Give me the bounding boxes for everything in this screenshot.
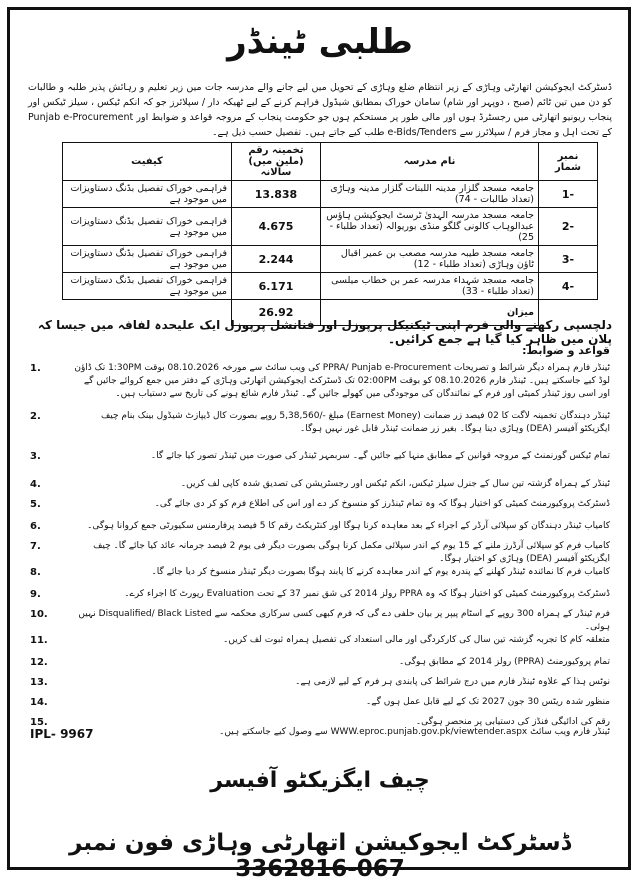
ipl-number: IPL- 9967 xyxy=(30,727,94,741)
header-amount-sub: سالانہ xyxy=(260,167,292,178)
table-row xyxy=(63,273,598,300)
rule-item xyxy=(30,588,610,608)
rule-item xyxy=(30,608,610,634)
table-row xyxy=(63,181,598,208)
header-serial: نمبر شمار xyxy=(539,143,598,181)
rule-text: ڈسٹرکٹ پروکیورمنٹ کمیٹی کو اختیار ہوگا کہ وہ PPRA رولز 2014 کی شق نمبر 37 کے تحت Evaluation رپورٹ کا اجراء کرے۔ xyxy=(124,589,610,599)
rule-item xyxy=(30,656,610,676)
rule-number: 11. xyxy=(30,635,48,646)
rule-number: 14. xyxy=(30,697,48,708)
row-amount: 4.675 xyxy=(232,208,321,246)
row-remarks: فراہمی خوراک تفصیل بڈنگ دستاویزات میں موجود ہے xyxy=(63,246,232,273)
table-row xyxy=(63,246,598,273)
rule-text: منظور شدہ ریٹس 30 جون 2027 تک کے لیے قابل عمل ہوں گے۔ xyxy=(366,697,610,707)
rule-text: تمام پروکیورمنٹ (PPRA) رولز 2014 کے مطابق ہوگی۔ xyxy=(399,657,610,667)
header-name: نام مدرسہ xyxy=(321,143,539,181)
page-title: طلبی ٹینڈر xyxy=(227,22,413,62)
rule-text: نوٹس ہذا کے علاوہ ٹینڈر فارم میں درج شرائط کی پابندی ہر فرم کے لیے لازمی ہے۔ xyxy=(295,677,610,687)
rule-number: 12. xyxy=(30,657,48,668)
rule-item xyxy=(30,540,610,566)
total-amount: 26.92 xyxy=(232,300,321,326)
rule-number: 9. xyxy=(30,589,41,600)
total-label: میزان xyxy=(321,300,539,326)
header-amount-label: تخمینہ رقم (ملین میں) xyxy=(248,145,304,167)
rule-item xyxy=(30,520,610,540)
rule-text: کامیاب فرم کا نمائندہ ٹینڈر کھلنے کے پندرہ یوم کے اندر معاہدہ کرنے کا پابند ہوگا بصورت دیگر ٹینڈر منسوخ کر دیا جائے گا۔ xyxy=(151,567,610,577)
rule-item xyxy=(30,696,610,716)
row-remarks: فراہمی خوراک تفصیل بڈنگ دستاویزات میں موجود ہے xyxy=(63,273,232,300)
rule-item xyxy=(30,634,610,656)
rule-number: 1. xyxy=(30,363,41,374)
rule-number: 3. xyxy=(30,451,41,462)
row-serial: -1 xyxy=(539,181,598,208)
header-remarks: کیفیت xyxy=(63,143,232,181)
rule-number: 8. xyxy=(30,567,41,578)
row-name: جامعہ مسجد مدرسہ الہدیٰ ٹرسٹ ایجوکیشن ہاؤس عبدالوہاب کالونی گلگو منڈی بوریوالہ (تعداد طلباء - 25) xyxy=(321,208,539,246)
row-serial: -4 xyxy=(539,273,598,300)
rule-text: تمام ٹیکس گورنمنٹ کے مروجہ قوانین کے مطابق منہا کیے جائیں گے۔ سربمہر ٹینڈر کی صورت میں ٹینڈر تصور کیا جائے گا۔ xyxy=(150,451,610,461)
rule-number: 2. xyxy=(30,411,41,422)
website-note: ٹینڈر فارم ویب سائٹ WWW.eproc.punjab.gov.pk/viewtender.aspx سے وصول کیے جاسکتے ہیں۔ xyxy=(219,727,610,737)
row-name: جامعہ مسجد گلزار مدینہ اللبنات گلزار مدینہ وہاڑی (تعداد طالبات - 74) xyxy=(321,181,539,208)
row-serial: -3 xyxy=(539,246,598,273)
rule-number: 7. xyxy=(30,541,41,552)
row-amount: 13.838 xyxy=(232,181,321,208)
rule-number: 5. xyxy=(30,499,41,510)
row-name: جامعہ مسجد طیبہ مدرسہ مصعب بن عمیر اقبال ٹاؤن وہاڑی (تعداد طلباء - 12) xyxy=(321,246,539,273)
rule-text: ٹینڈر فارم ہمراہ دیگر شرائط و تصریحات PPRA/ Punjab e-Procurement کی ویب سائٹ سے مورخہ 08.10.2026 بوقت 1:30PM تک ڈاؤن لوڈ کیے جاسکتے ہیں۔ ٹینڈر فارم 08.10.2026 کو بوقت 02:00PM تک ڈسٹرکٹ ایجوکیشن اتھارٹی وہاڑی کے دفتر میں جمع کروائے جائیں گے اور اسی روز ٹینڈر کمیٹی اور فرم کے نمائندگان کی موجودگی میں کھولے جائیں گے۔ ٹینڈر فارم شائع ہونے کی تاریخ سے دستیاب ہیں۔ xyxy=(74,363,610,399)
rule-text: ڈسٹرکٹ پروکیورمنٹ کمیٹی کو اختیار ہوگا کہ وہ تمام ٹینڈرز کو منسوخ کر دے اور اس کی اطلاع فرم کو کر دی جائے گی۔ xyxy=(154,499,610,509)
rule-item xyxy=(30,676,610,696)
rule-text: متعلقہ کام کا تجربہ گزشتہ تین سال کی کارکردگی اور مالی استعداد کی تفصیل ہمراہ ثبوت لف کریں۔ xyxy=(223,635,610,645)
tender-table xyxy=(62,142,598,326)
rule-item xyxy=(30,498,610,520)
row-name: جامعہ مسجد شہداء مدرسہ عمر بن خطاب میلسی (تعداد طلباء - 33) xyxy=(321,273,539,300)
rule-item xyxy=(30,478,610,498)
rule-item xyxy=(30,410,610,450)
rule-item xyxy=(30,362,610,404)
rule-number: 13. xyxy=(30,677,48,688)
officer-title: چیف ایگزیکٹو آفیسر xyxy=(210,768,430,793)
rules-list xyxy=(30,362,610,736)
row-remarks: فراہمی خوراک تفصیل بڈنگ دستاویزات میں موجود ہے xyxy=(63,208,232,246)
rule-text: ٹینڈر دہندگان تخمینہ لاگت کا 02 فیصد زر ضمانت (Earnest Money) مبلغ -/5,38,560 روپے بصورت کال ڈیپازٹ شیڈول بینک بنام چیف ایگزیکٹو آفیسر (DEA) وہاڑی دینا ہوگا۔ بغیر زر ضمانت ٹینڈر قابل غور نہیں ہوگا۔ xyxy=(100,411,610,434)
intro-paragraph: ڈسٹرکٹ ایجوکیشن اتھارٹی وہاڑی کے زیر انتظام ضلع وہاڑی کے تحویل میں لیے جانے والے مدرسہ جات میں زیر تعلیم و رہائش پذیر طلبہ و طالبات کو دن میں تین ٹائم (صبح ، دوپہر اور شام) سامان خوراک بمطابق شیڈول فراہم کرنے کے لیے ٹھیکہ دار / سپلائرز جو کہ انکم ٹیکس ، سیلز ٹیکس اور پنجاب ریونیو اتھارٹی میں رجسٹرڈ ہوں اور مالی طور پر مستحکم ہوں جو حکومت پنجاب کے مروجہ قواعد و ضوابط اور Punjab e-Procurement کے تحت اہل و مجاز فرم / سپلائرز سے e-Bids/Tenders طلب کیے جاتے ہیں۔ تفصیل حسب ذیل ہے۔ xyxy=(28,82,612,138)
table-header-row xyxy=(63,143,598,181)
rule-item xyxy=(30,566,610,588)
header-amount xyxy=(232,143,321,181)
row-amount: 6.171 xyxy=(232,273,321,300)
row-amount: 2.244 xyxy=(232,246,321,273)
rule-number: 10. xyxy=(30,609,48,620)
rule-number: 6. xyxy=(30,521,41,532)
rule-number: 15. xyxy=(30,717,48,728)
rule-text: رقم کی ادائیگی فنڈز کی دستیابی پر منحصر ہوگی۔ xyxy=(415,717,610,727)
rule-text: کامیاب فرم کو سپلائی آرڈرز ملنے کے 15 یوم کے اندر سپلائی مکمل کرنا ہوگی بصورت دیگر فی یوم 2 فیصد جرمانہ عائد کیا جائے گا۔ چیف ایگزیکٹو آفیسر (DEA) وہاڑی کو اختیار ہوگا۔ xyxy=(93,541,610,564)
rule-item xyxy=(30,450,610,478)
rules-heading: قواعد و ضوابط: xyxy=(522,344,610,357)
table-row xyxy=(63,208,598,246)
row-remarks: فراہمی خوراک تفصیل بڈنگ دستاویزات میں موجود ہے xyxy=(63,181,232,208)
submission-note: دلچسپی رکھنے والی فرم اپنی ٹیکنیکل پرپوزل اور فنانشل پرپوزل ایک علیحدہ لفافہ میں جیسا کہ پلان میں ظاہر کیا گیا ہے جمع کرائیں۔ xyxy=(37,318,612,346)
rule-text: ٹینڈر کے ہمراہ گزشتہ تین سال کے جنرل سیلز ٹیکس، انکم ٹیکس اور رجسٹریشن کی تصدیق شدہ کاپی لف کریں۔ xyxy=(180,479,610,489)
rule-text: کامیاب ٹینڈر دہندگان کو سپلائی آرڈر کے اجراء کے بعد معاہدہ کرنا ہوگا اور کنٹریکٹ رقم کا 5 فیصد پرفارمنس سکیورٹی جمع کروانا ہوگی۔ xyxy=(87,521,610,531)
rule-text: فرم ٹینڈر کے ہمراہ 300 روپے کے اسٹام پیپر پر بیان حلفی دے گی کہ فرم کبھی کسی سرکاری محکمہ سے Disqualified/ Black Listed نہیں ہوئی۔ xyxy=(78,609,610,632)
rule-number: 4. xyxy=(30,479,41,490)
footer-contact: ڈسٹرکٹ ایجوکیشن اتھارٹی وہاڑی فون نمبر 067-3362816 xyxy=(69,830,571,882)
row-serial: -2 xyxy=(539,208,598,246)
